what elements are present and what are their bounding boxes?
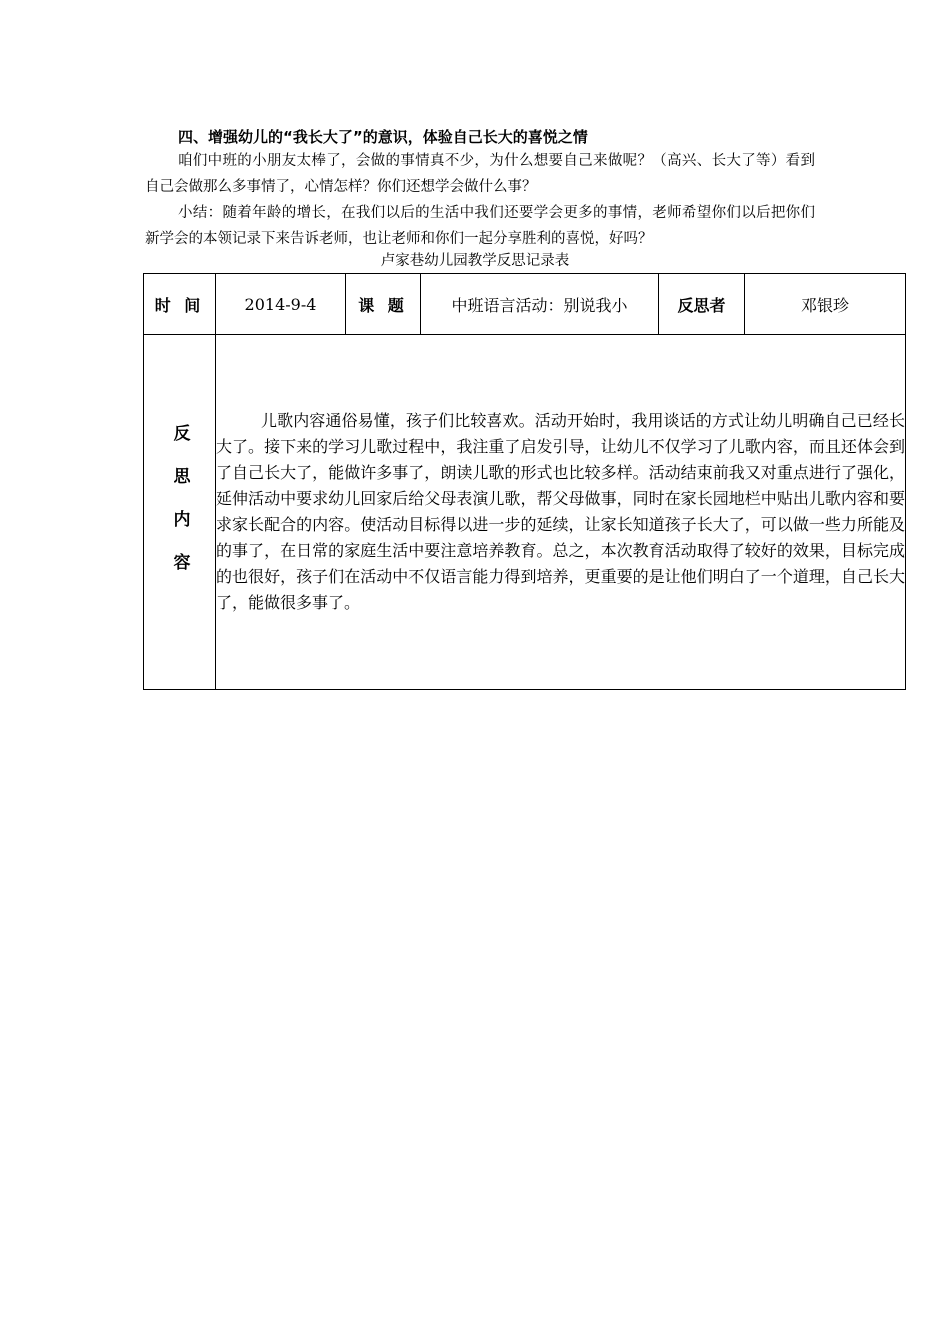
- paragraph-summary: 小结：随着年龄的增长，在我们以后的生活中我们还要学会更多的事情，老师希望你们以后把你们新学会的本领记录下来告诉老师，也让老师和你们一起分享胜利的喜悦，好吗？: [145, 205, 815, 247]
- content-label: 反思内容: [169, 424, 190, 596]
- table-content-row: [144, 335, 906, 690]
- time-value: 2014-9-4: [216, 274, 346, 335]
- table-title: 卢家巷幼儿园教学反思记录表: [380, 253, 570, 269]
- topic-value: 中班语言活动：别说我小: [421, 274, 659, 335]
- time-label: 时 间: [144, 274, 216, 335]
- section-heading: 四、增强幼儿的“我长大了”的意识，体验自己长大的喜悦之情: [178, 128, 588, 146]
- content-label-cell: [144, 335, 216, 690]
- paragraph-question: 咱们中班的小朋友太棒了，会做的事情真不少，为什么想要自己来做呢？（高兴、长大了等）看到自己会做那么多事情了，心情怎样？你们还想学会做什么事？: [145, 153, 815, 195]
- topic-label: 课 题: [346, 274, 421, 335]
- table-header-row: [144, 274, 906, 335]
- content-cell: [216, 335, 906, 690]
- author-value: 邓银珍: [745, 274, 906, 335]
- reflection-record-table: [143, 273, 906, 690]
- author-label: 反思者: [659, 274, 745, 335]
- reflection-content-text: 儿歌内容通俗易懂，孩子们比较喜欢。活动开始时，我用谈话的方式让幼儿明确自己已经长大了。接下来的学习儿歌过程中，我注重了启发引导，让幼儿不仅学习了儿歌内容，而且还体会到了自己长大了，能做许多事了，朗读儿歌的形式也比较多样。活动结束前我又对重点进行了强化，延伸活动中要求幼儿回家后给父母表演儿歌，帮父母做事，同时在家长园地栏中贴出儿歌内容和要求家长配合的内容。使活动目标得以进一步的延续，让家长知道孩子长大了，可以做一些力所能及的事了，在日常的家庭生活中要注意培养教育。总之，本次教育活动取得了较好的效果，目标完成的也很好，孩子们在活动中不仅语言能力得到培养，更重要的是让他们明白了一个道理，自己长大了，能做很多事了。: [216, 411, 905, 612]
